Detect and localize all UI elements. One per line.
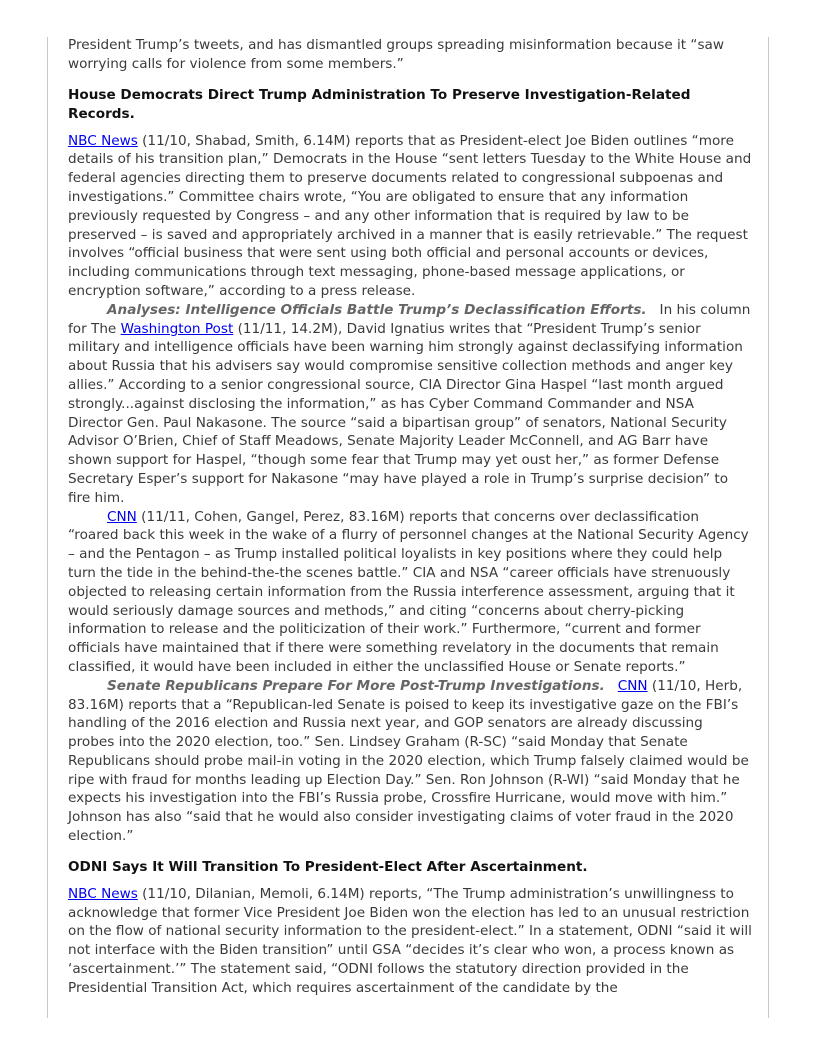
story-headline-house-democrats: House Democrats Direct Trump Administration To Preserve Investigation-Related Records. xyxy=(68,86,691,122)
story-paragraph xyxy=(68,677,752,846)
subhead-senate-republicans: Senate Republicans Prepare For More Post-Trump Investigations. xyxy=(107,677,605,694)
subhead-intelligence-officials: Analyses: Intelligence Officials Battle Trump’s Declassification Efforts. xyxy=(107,301,647,318)
paragraph-text: (11/10, Shabad, Smith, 6.14M) reports that as President-elect Joe Biden outlines “more details of his transition plan,” Democrats in the House “sent letters Tuesday to the White House and federal agencies directing them to preserve documents related to congressional subpoenas and investigations.” Committee chairs wrote, “You are obligated to ensure that any information previously requested by Congress – and any other information that is required by law to be preserved – is saved and appropriately archived in a manner that is easily retrievable.” The request involves “official business that were sent using both official and personal accounts or devices, including communications through text messaging, phone-based message applications, or encryption software,” according to a press release. xyxy=(68,132,752,299)
story-headline-odni: ODNI Says It Will Transition To President-Elect After Ascertainment. xyxy=(68,858,588,875)
source-link-nbc-news[interactable]: NBC News xyxy=(68,885,138,902)
story-paragraph xyxy=(68,885,752,998)
story-paragraph xyxy=(68,132,752,301)
paragraph-text: (11/11, 14.2M), David Ignatius writes that “President Trump’s senior military and intelligence officials have been warning him strongly against declassifying information about Russia that his advisers say would compromise sensitive collection methods and anger key allies.” According to a senior congressional source, CIA Director Gina Haspel “last month argued strongly...against disclosing the information,” as has Cyber Command Commander and NSA Director Gen. Paul Nakasone. The source “said a bipartisan group” of senators, National Security Advisor O’Brien, Chief of Staff Meadows, Senate Majority Leader McConnell, and AG Barr have shown support for Haspel, “though some fear that Trump may yet oust her,” as former Defense Secretary Esper’s support for Nakasone “may have played a role in Trump’s surprise decision” to fire him. xyxy=(68,320,743,506)
paragraph-text: (11/10, Dilanian, Memoli, 6.14M) reports, “The Trump administration’s unwillingness to acknowledge that former Vice President Joe Biden won the election has led to an unusual restriction on the flow of national security information to the president-elect.” In a statement, ODNI “said it will not interface with the Biden transition” until GSA “decides it’s clear who won, a process known as ‘ascertainment.’” The statement said, “ODNI follows the statutory direction provided in the Presidential Transition Act, which requires ascertainment of the candidate by the xyxy=(68,885,752,996)
source-link-nbc-news[interactable]: NBC News xyxy=(68,132,138,149)
paragraph-text: In his column for The xyxy=(68,301,755,337)
source-link-cnn[interactable]: CNN xyxy=(617,677,648,694)
source-link-cnn[interactable]: CNN xyxy=(107,508,137,525)
source-link-washington-post[interactable]: Washington Post xyxy=(120,320,234,337)
document-body xyxy=(68,36,755,998)
story-paragraph xyxy=(68,508,752,677)
spacer xyxy=(605,678,618,694)
paragraph-text: (11/10, Herb, 83.16M) reports that a “Republican-led Senate is poised to keep its investigative gaze on the FBI’s handling of the 2016 election and Russia next year, and GOP senators are already discussing probes into the 2020 election, too.” Sen. Lindsey Graham (R-SC) “said Monday that Senate Republicans should probe mail-in voting in the 2020 election, which Trump falsely claimed would be ripe with fraud for months leading up Election Day.” Sen. Ron Johnson (R-WI) “said Monday that he expects his investigation into the FBI’s Russia probe, Crossfire Hurricane, would move with him.” Johnson has also “said that he would also consider investigating claims of voter fraud in the 2020 election.” xyxy=(68,677,749,845)
intro-paragraph: President Trump’s tweets, and has dismantled groups spreading misinformation because it “saw worrying calls for violence from some members.” xyxy=(68,37,725,72)
paragraph-text: (11/11, Cohen, Gangel, Perez, 83.16M) reports that concerns over declassification “roared back this week in the wake of a flurry of personnel changes at the National Security Agency – and the Pentagon – as Trump installed political loyalists in key positions where they could help turn the tide in the behind-the-the scenes battle.” CIA and NSA “career officials have strenuously objected to releasing certain information from the Russia interference assessment, arguing that it would seriously damage sources and methods,” and citing “concerns about cherry-picking information to release and the politicization of their work.” Furthermore, “current and former officials have maintained that if there were something revelatory in the documents that remain classified, it would have been included in either the unclassified House or Senate reports.” xyxy=(68,508,749,675)
story-paragraph xyxy=(68,301,755,508)
